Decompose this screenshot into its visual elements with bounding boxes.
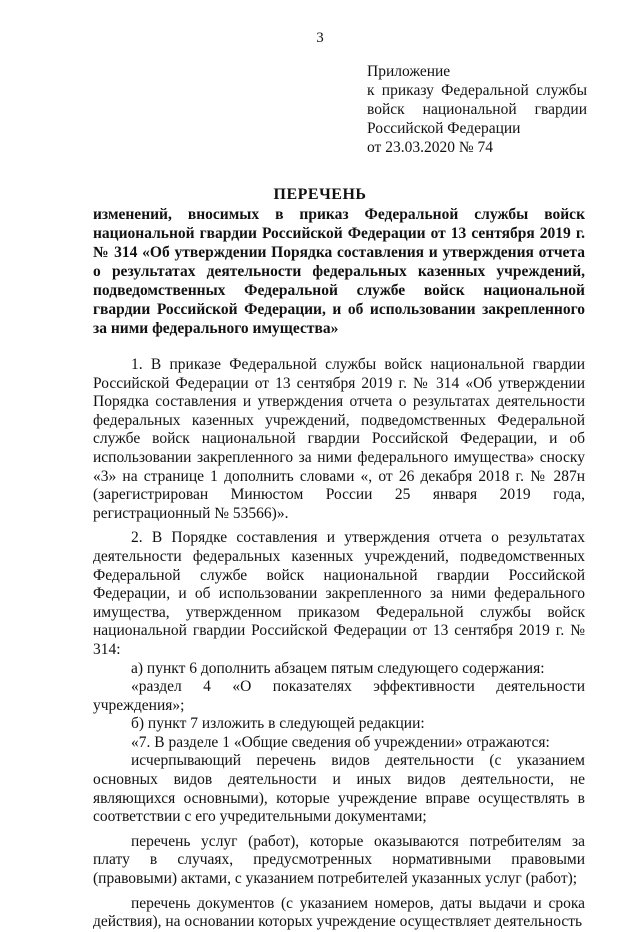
paragraph: перечень услуг (работ), которые оказываются потребителям за плату в случаях, предусмотренных нормативными правовыми (правовыми) актами, с указанием потребителей указанных услуг (работ); (93, 832, 585, 888)
paragraph: «7. В разделе 1 «Общие сведения об учреждении» отражаются: (131, 733, 550, 751)
paragraph: а) пункт 6 дополнить абзацем пятым следующего содержания: (131, 659, 545, 677)
paragraph: 1. В приказе Федеральной службы войск национальной гвардии Российской Федерации от 13 сентября 2019 г. № 314 «Об утверждении Порядка составления и утверждения отчета о результатах деятельности федеральных казенных учреждений, подведомственных Федеральной службе войск национальной гвардии Российской Федерации, и об использовании закрепленного за ними федерального имущества» сноску «3» на странице 1 дополнить словами «, от 26 декабря 2018 г. № 287н (зарегистрирован Минюстом России 25 января 2019 года, регистрационный № 53566)». (93, 356, 585, 522)
paragraph: б) пункт 7 изложить в следующей редакции: (131, 715, 425, 733)
document-subtitle: изменений, вносимых в приказ Федеральной службы войск национальной гвардии Российской Федерации от 13 сентября 2019 г. № 314 «Об утверждении Порядка составления и утверждения отчета о результатах деятельности федеральных казенных учреждений, подведомственных Федеральной службе войск национальной гвардии Российской Федерации, и об использовании закрепленного за ними федерального имущества» (93, 206, 585, 337)
appendix-header (367, 62, 587, 157)
document-title: ПЕРЕЧЕНЬ (273, 186, 367, 203)
appendix-date: от 23.03.2020 № 74 (367, 139, 493, 156)
appendix-line: к приказу Федеральной службы (367, 82, 587, 99)
paragraph: 2. В Порядке составления и утверждения отчета о результатах деятельности федеральных казенных учреждений, подведомственных Федеральной службе войск национальной гвардии Российской Федерации, и об использовании закрепленного за ними федерального имущества, утвержденном приказом Федеральной службы войск национальной гвардии Российской Федерации от 13 сентября 2019 г. № 314: (93, 529, 585, 658)
appendix-line: войск национальной гвардии (367, 101, 587, 118)
page-number: 3 (316, 30, 324, 46)
appendix-line: Приложение (367, 63, 451, 80)
appendix-line: Российской Федерации (367, 120, 521, 137)
paragraph: исчерпывающий перечень видов деятельности (с указанием основных видов деятельности и иных видов деятельности, не являющихся основными), которые учреждение вправе осуществлять в соответствии с его учредительными документами; (93, 752, 585, 826)
document-body (93, 356, 585, 932)
paragraph: перечень документов (с указанием номеров, даты выдачи и срока действия), на основании которых учреждение осуществляет деятельность (93, 894, 585, 931)
paragraph: «раздел 4 «О показателях эффективности деятельности учреждения»; (93, 678, 585, 714)
